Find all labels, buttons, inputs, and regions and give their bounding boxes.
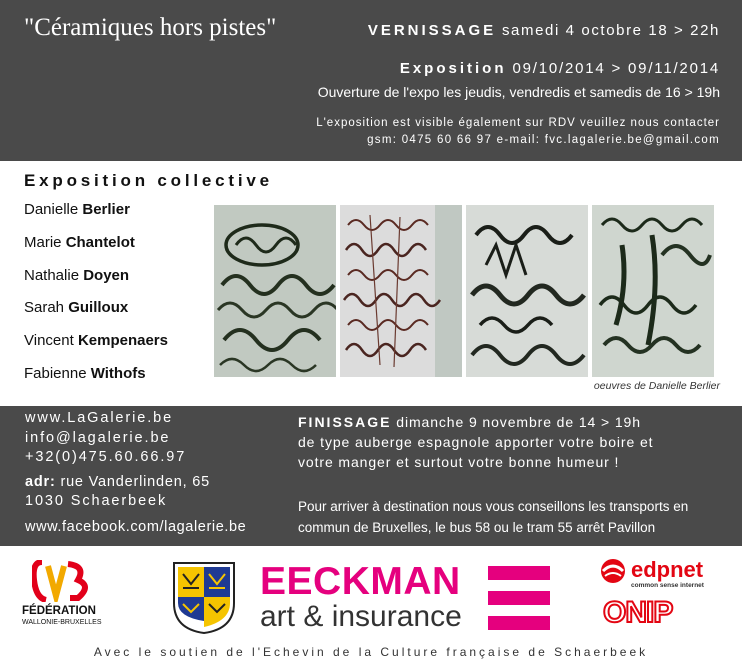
finissage-label: FINISSAGE <box>298 414 392 430</box>
address-line <box>25 474 210 490</box>
artist-first-name: Sarah <box>24 299 65 317</box>
facebook-link[interactable]: www.facebook.com/lagalerie.be <box>25 519 247 535</box>
edpnet-swirl-icon <box>597 558 629 584</box>
opening-hours: Ouverture de l'expo les jeudis, vendredis et samedis de 16 > 19h <box>317 84 720 100</box>
edpnet-tagline: common sense internet <box>631 582 704 589</box>
exposition-line <box>400 60 720 77</box>
contact-line: gsm: 0475 60 66 97 e-mail: fvc.lagalerie.be@gmail.com <box>367 134 720 146</box>
artist-list <box>24 201 168 398</box>
exposition-dates: 09/10/2014 > 09/11/2014 <box>512 60 720 77</box>
artist-last-name: Chantelot <box>65 233 135 251</box>
eeckman-name: EECKMAN <box>260 560 461 603</box>
artist-item <box>24 201 168 224</box>
artist-last-name: Berlier <box>82 201 130 218</box>
transport-text-2: commun de Bruxelles, le bus 58 ou le tram 55 arrêt Pavillon <box>298 520 656 535</box>
fwb-text-1: FÉDÉRATION <box>22 605 96 617</box>
artist-first-name: Nathalie <box>24 266 80 284</box>
info-band <box>0 406 742 546</box>
finissage-text-2: de type auberge espagnole apporter votre boire et <box>298 434 654 450</box>
artist-first-name: Fabienne <box>24 364 87 382</box>
artist-item <box>24 234 168 257</box>
sponsors-section <box>0 546 742 671</box>
edpnet-logo <box>597 558 721 594</box>
onip-logo: ONIP <box>603 596 673 629</box>
artist-item <box>24 332 168 355</box>
edpnet-name: edpnet <box>631 557 704 582</box>
artist-item <box>24 267 168 290</box>
transport-text-1: Pour arriver à destination nous vous conseillons les transports en <box>298 499 689 514</box>
exhibition-title: "Céramiques hors pistes" <box>24 14 277 41</box>
eeckman-logo <box>260 562 560 632</box>
vernissage-label: VERNISSAGE <box>367 22 497 39</box>
finissage-date: dimanche 9 novembre de 14 > 19h <box>396 414 641 430</box>
address-city: 1030 Schaerbeek <box>25 493 168 509</box>
artwork-photo-3 <box>466 205 588 377</box>
artwork-photo-4 <box>592 205 714 377</box>
artist-first-name: Danielle <box>24 201 79 218</box>
artist-first-name: Marie <box>24 233 62 251</box>
eeckman-stripes-icon <box>488 566 550 632</box>
email-link[interactable]: info@lagalerie.be <box>25 430 171 446</box>
fwb-text-2: WALLONIE-BRUXELLES <box>22 619 102 626</box>
rdv-line: L'exposition est visible également sur RDV veuillez nous contacter <box>316 117 720 129</box>
eeckman-tagline: art & insurance <box>260 600 462 633</box>
artist-last-name: Kempenaers <box>77 332 168 350</box>
address-label: adr: <box>25 474 56 490</box>
artist-first-name: Vincent <box>24 332 74 350</box>
website-link[interactable]: www.LaGalerie.be <box>25 410 174 426</box>
artwork-photo-2 <box>340 205 462 377</box>
collective-section <box>0 161 742 406</box>
artwork-photo-1 <box>214 205 336 377</box>
artist-last-name: Guilloux <box>68 299 129 317</box>
artist-last-name: Withofs <box>90 364 146 382</box>
vernissage-date: samedi 4 octobre 18 > 22h <box>501 22 720 39</box>
support-line: Avec le soutien de l'Echevin de la Culture française de Schaerbeek <box>93 645 649 659</box>
address-street: rue Vanderlinden, 65 <box>60 474 210 490</box>
finissage-text-3: votre manger et surtout votre bonne humeur ! <box>298 454 620 470</box>
artist-item <box>24 299 168 322</box>
finissage-line <box>298 414 641 430</box>
fwb-mark-icon <box>32 560 88 602</box>
photo-caption: oeuvres de Danielle Berlier <box>593 380 720 392</box>
artwork-photos <box>214 205 718 377</box>
artist-last-name: Doyen <box>83 266 130 284</box>
fwb-logo <box>22 560 102 630</box>
artist-item <box>24 365 168 388</box>
exposition-label: Exposition <box>399 60 507 77</box>
collective-heading: Exposition collective <box>24 171 273 190</box>
schaerbeek-coat-of-arms-icon <box>171 560 237 636</box>
vernissage-line <box>368 22 720 39</box>
header-band <box>0 0 742 161</box>
phone-number: +32(0)475.60.66.97 <box>25 449 187 465</box>
